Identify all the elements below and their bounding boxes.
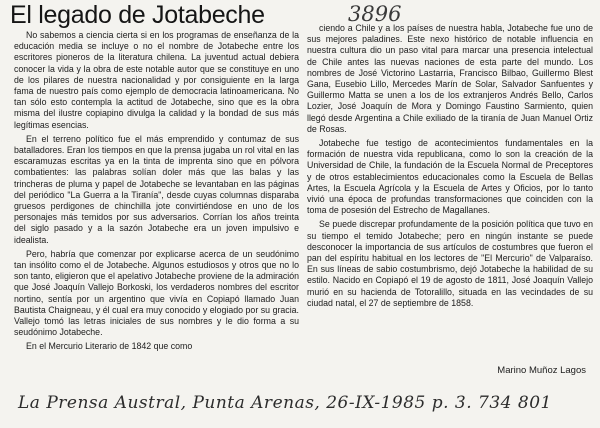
right-paragraph-3: Se puede discrepar profundamente de la posición política que tuvo en su tiempo el temido Jotabeche; pero en ningún instante se puede desconocer la importancia de sus artículos de costumbres que fueron el pan del espíritu habitual en los lectores de "El Mercurio" de Valparaíso. En sus líneas de sabio costumbrismo, dejó Jotabeche la habilidad de su estilo. Nacido en Copiapó el 19 de agosto de 1811, José Joaquín Vallejo murió en su hacienda de Totoralillo, situada en las vecindades de su ciudad natal, el 27 de septiembre de 1858.	[307, 219, 593, 308]
article-title: El legado de Jotabeche	[10, 1, 265, 29]
left-paragraph-3: Pero, habría que comenzar por explicarse acerca de un seudónimo tan insólito como el de Jotabeche. Algunos estudiosos y otros que no lo son tanto, eligieron que el apelativo Jotabeche proviene de la admiración que José Joaquín Vallejo Borkoski, los verdaderos nombres del escritor nortino, sentía por un argentino que vivía en Copiapó llamado Juan Bautista Chaigneau, y él cual era muy conocido y elogiado por su gracia. Vallejo tomó las letras iniciales de sus nombres y le dio forma a su seudónimo Jotabeche.	[14, 248, 299, 338]
left-column	[14, 30, 299, 364]
right-column	[307, 23, 593, 373]
left-paragraph-2: En el terreno político fue el más emprendido y contumaz de sus batalladores. Eran los tiempos en que la prensa jugaba un rol vital en las escaramuzas escritas ya en la tinta de imprenta sino que en pólvora combatientes: las palabras solían doler más que las balas y las trincheras de pluma y papel de Jotabeche se levantaban en las páginas del periódico "La Guerra a la Tiranía", desde cuyas columnas disparaba gruesos perdigones de chinchilla jote convirtiéndose en uno de los personajes más temidos por sus adversarios. Corrían los años treinta del siglo pasado y a la sazón Jotabeche era un joven impulsivo e idealista.	[14, 133, 299, 245]
author-signature: Marino Muñoz Lagos	[497, 365, 586, 376]
left-paragraph-4: En el Mercurio Literario de 1842 que como	[26, 341, 193, 352]
right-paragraph-2: Jotabeche fue testigo de acontecimientos fundamentales en la formación de nuestra vida republicana, como lo son la creación de la Universidad de Chile, la fundación de la Escuela Normal de Preceptores y de otros establecimientos educacionales como la Escuela de Bellas Artes, la Escuela Agrícola y la Escuela de Artes y Oficios, por lo tanto vivió una época de profundas transformaciones que coinciden con la toma de posesión del Estrecho de Magallanes.	[307, 138, 593, 216]
handwritten-source-note: La Prensa Austral, Punta Arenas, 26-IX-1985 p. 3. 734 801	[18, 393, 552, 413]
right-paragraph-1: ciendo a Chile y a los países de nuestra habla, Jotabeche fue uno de sus mejores paladines. Este nexo histórico de notable influencia en nuestra cultura dio un paso vital para marcar una presencia intelectual de Chile antes las nuevas naciones de esta parte del mundo. Los nombres de José Victorino Lastarria, Francisco Bilbao, Guillermo Blest Gana, Eusebio Lillo, Mercedes Marín de Solar, Salvador Sanfuentes y Guillermo Matta se unen a los de los extranjeros Andrés Bello, Carlos Lozier, José Joaquín de Mora y Domingo Faustino Sarmiento, quien llegó desde Argentina a Chile exiliado de la tiranía de Juan Manuel Ortiz de Rosas.	[307, 23, 593, 134]
left-paragraph-1: No sabemos a ciencia cierta si en los programas de enseñanza de la educación media se incluye o no el nombre de Jotabeche entre los escritores pioneros de la literatura chilena. La juventud actual debiera conocer la vida y la obra de este notable autor que se constituye en uno de los pilares de nuestra nacionalidad y por consiguiente en la larga fama de nuestro país como ejemplo de democracia latinoamericana. No tan sólo esto contempla la actitud de Jotabeche, sino que es la obra misma del ilustre copiapino divulga la calidad y la bondad de sus más legítimas esencias.	[14, 30, 299, 130]
archive-number: 3896	[348, 2, 402, 26]
